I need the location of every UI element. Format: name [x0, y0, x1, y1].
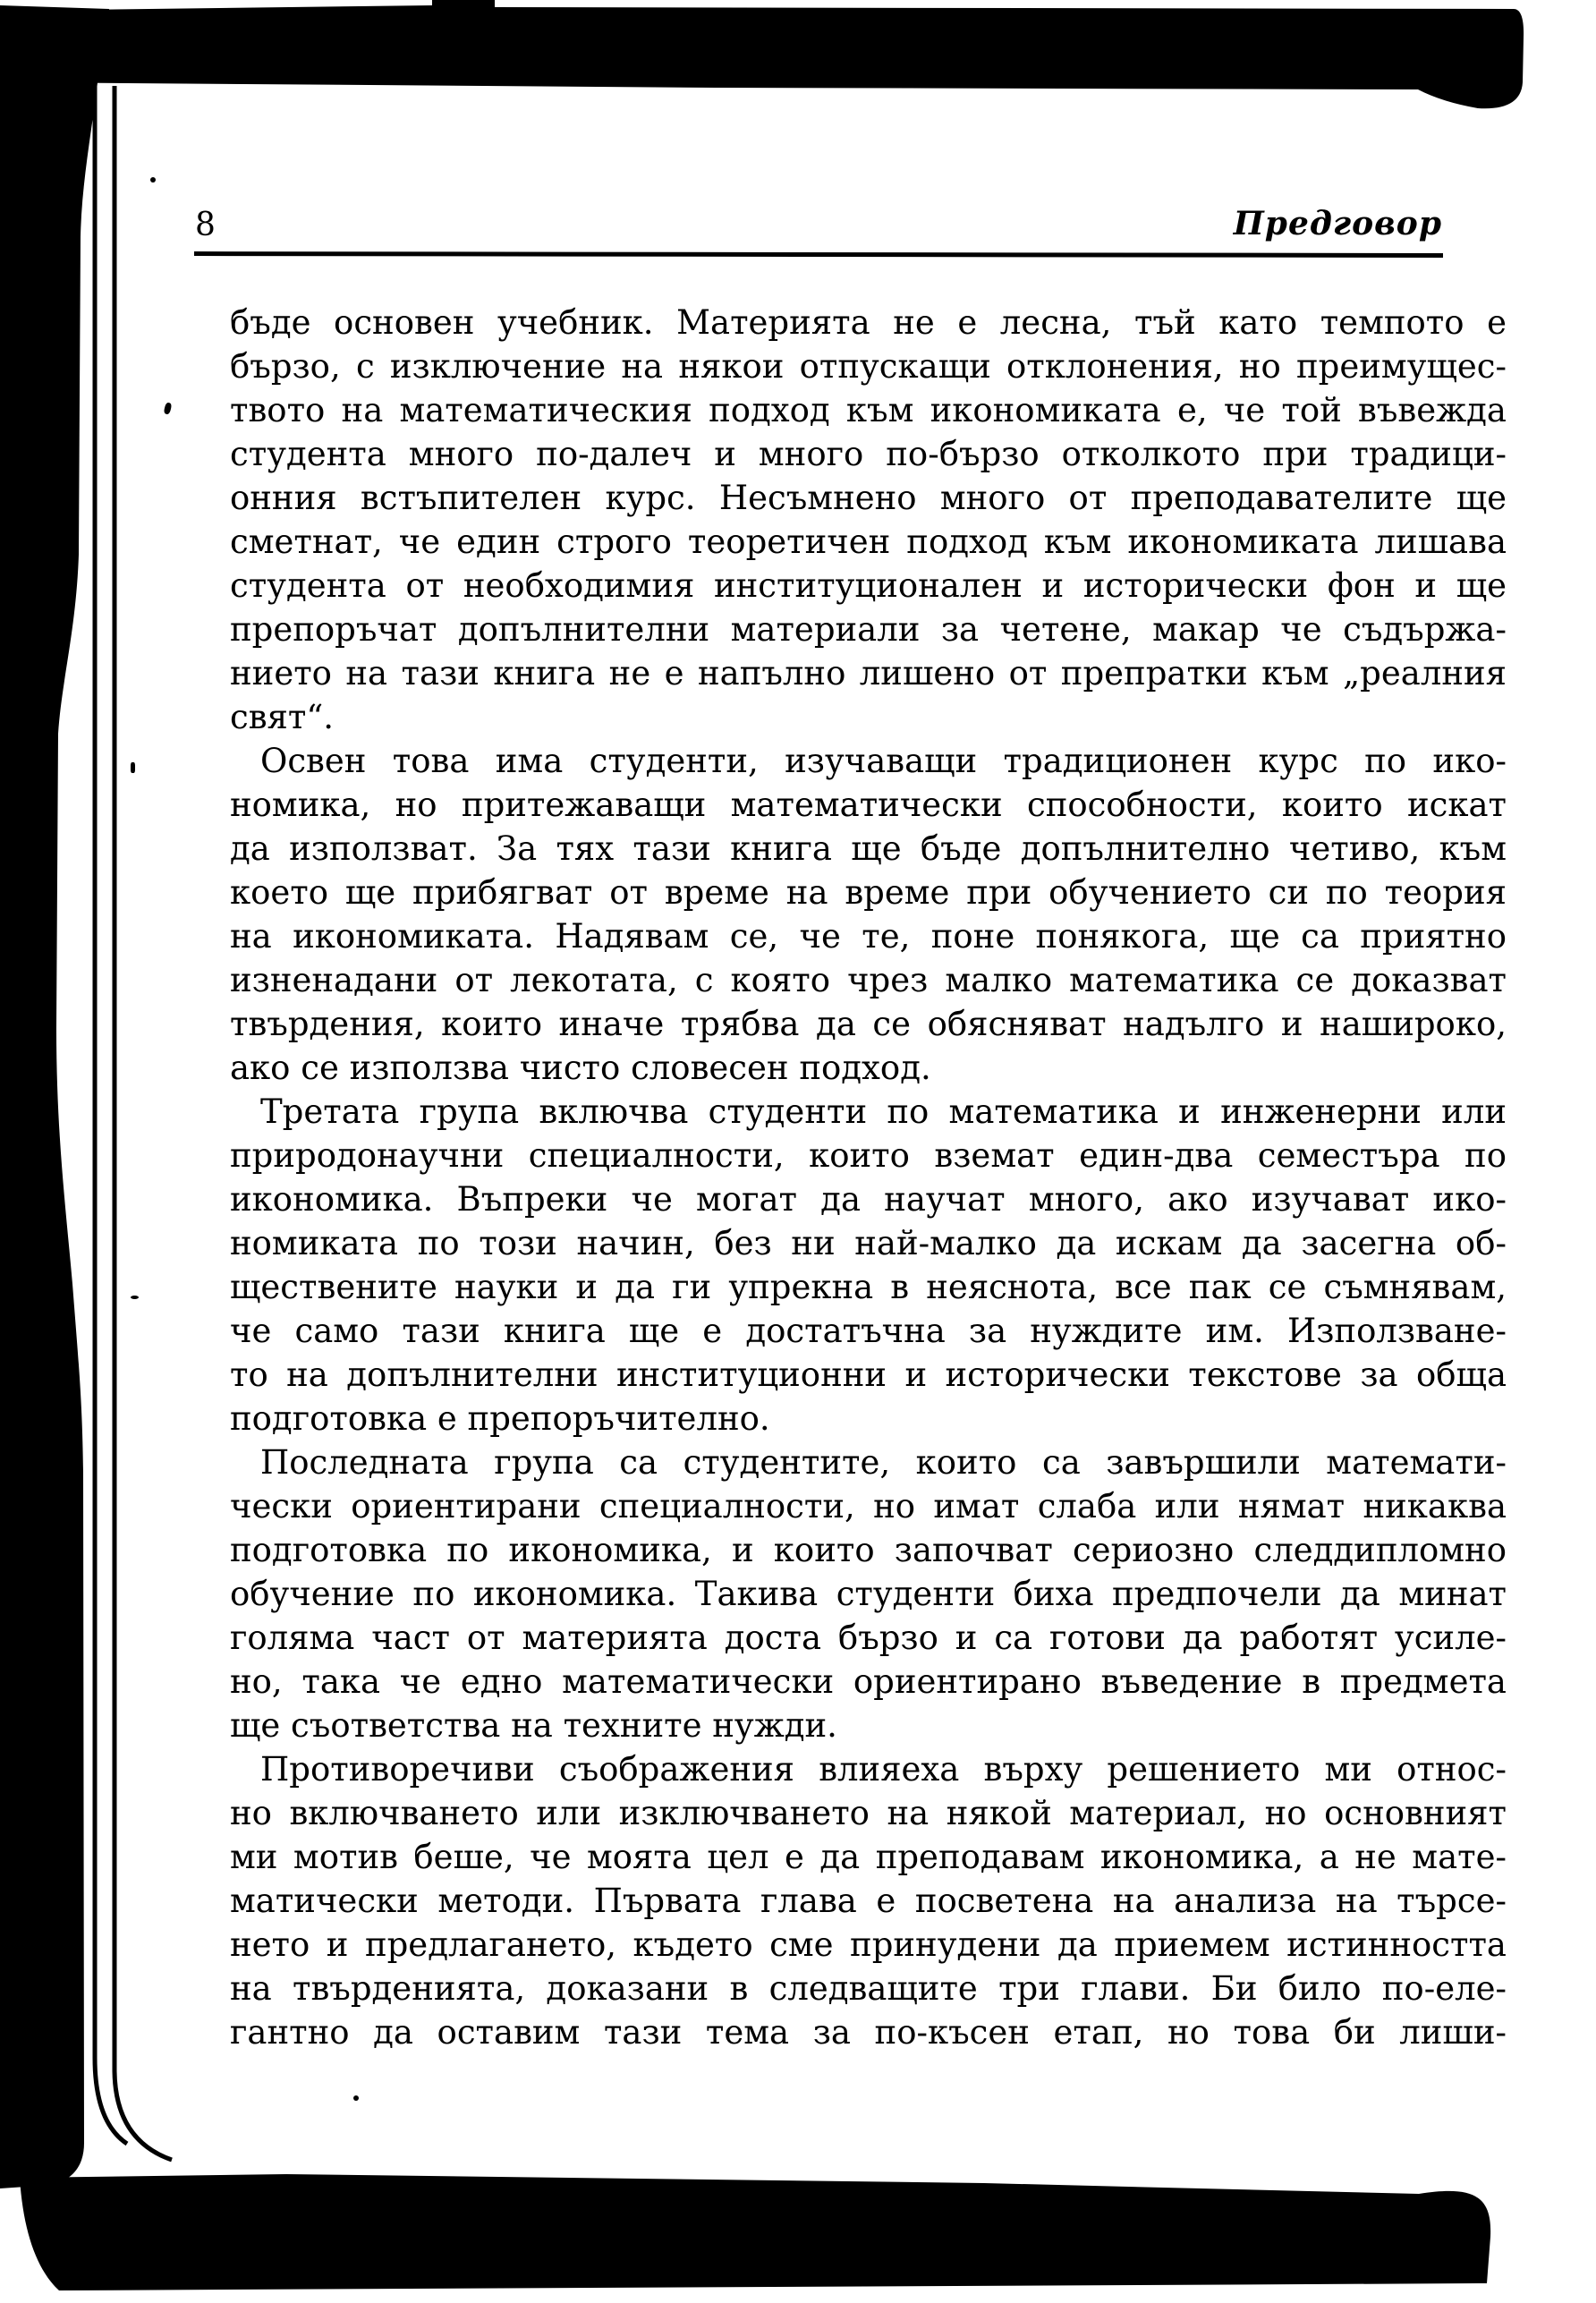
- text-line: подготовка е препоръчително.: [230, 1399, 770, 1438]
- text-line: ществените науки и да ги упрекна в неяснота, все пак се съмнявам,: [230, 1268, 1507, 1306]
- text-line: бързо, с изключение на някои отпускащи отклонения, но преимущес-: [230, 347, 1507, 386]
- text-line: номика, но притежаващи математически способности, които искат: [230, 786, 1507, 824]
- text-line: голяма част от материята доста бързо и са готови да работят усиле-: [230, 1619, 1507, 1657]
- text-line: твото на математическия подход към икономиката е, че той въвежда: [230, 391, 1507, 429]
- text-line: ще съответства на техните нужди.: [230, 1706, 837, 1745]
- scan-speck: [131, 1296, 139, 1299]
- text-line: ако се използва чисто словесен подход.: [230, 1049, 931, 1087]
- paragraph: [230, 1090, 1507, 1440]
- text-line: номиката по този начин, без ни най-малко да искам да засегна об-: [230, 1224, 1507, 1262]
- text-line: гантно да оставим тази тема за по-късен етап, но това би лиши-: [230, 2013, 1507, 2052]
- scan-speck: [353, 2095, 359, 2101]
- page-edge-line-outer: [95, 82, 127, 2144]
- scan-band-top: [13, 0, 1524, 108]
- text-line: препоръчат допълнителни материали за четене, макар че съдържа-: [230, 610, 1507, 649]
- text-line: но включването или изключването на някой материал, но основният: [230, 1794, 1507, 1832]
- text-line: подготовка по икономика, и които започват сериозно следдипломно: [230, 1531, 1507, 1569]
- text-line: Последната група са студентите, които са завършили математи-: [260, 1443, 1507, 1482]
- text-line: чески ориентирани специалности, но имат слаба или нямат никаква: [230, 1487, 1507, 1525]
- scan-speck: [131, 762, 135, 773]
- paragraph: [230, 739, 1507, 1090]
- text-line: че само тази книга ще е достатъчна за нуждите им. Използване-: [230, 1312, 1507, 1350]
- header-title: Предговор: [1233, 205, 1442, 242]
- scan-band-bottom: [20, 2174, 1490, 2290]
- text-line: но, така че едно математически ориентирано въведение в предмета: [230, 1662, 1507, 1701]
- paragraph: [230, 301, 1507, 739]
- text-line: на твърденията, доказани в следващите три глави. Би било по-еле-: [230, 1969, 1507, 2008]
- scan-band-left: [0, 5, 109, 2188]
- paragraph: [230, 1747, 1507, 2054]
- text-line: студента много по-далеч и много по-бързо отколкото при традици-: [230, 435, 1507, 473]
- page-edge-line-inner: [115, 86, 172, 2160]
- text-line: нето и предлагането, където сме принудени да приемем истинността: [230, 1925, 1507, 1964]
- text-line: изненадани от лекотата, с която чрез малко математика се доказват: [230, 961, 1507, 999]
- page-number: 8: [195, 207, 216, 243]
- text-line: то на допълнителни институционни и исторически текстове за обща: [230, 1355, 1507, 1394]
- text-line: Третата група включва студенти по математика и инженерни или: [260, 1092, 1507, 1131]
- text-line: свят“.: [230, 698, 335, 736]
- text-line: матически методи. Първата глава е посветена на анализа на търсе-: [230, 1882, 1507, 1920]
- text-line: студента от необходимия институционален и исторически фон и ще: [230, 566, 1507, 605]
- text-line: на икономиката. Надявам се, че те, поне понякога, ще са приятно: [230, 917, 1507, 956]
- text-line: икономика. Въпреки че могат да научат много, ако изучават ико-: [230, 1180, 1507, 1219]
- scan-speck: [164, 402, 173, 414]
- text-line: твърдения, които иначе трябва да се обясняват надълго и нашироко,: [230, 1005, 1507, 1043]
- text-line: онния встъпителен курс. Несъмнено много от преподавателите ще: [230, 479, 1507, 517]
- text-line: природонаучни специалности, които вземат един-два семестъра по: [230, 1136, 1507, 1175]
- text-line: ми мотив беше, че моята цел е да преподавам икономика, а не мате-: [230, 1838, 1507, 1876]
- text-line: сметнат, че един строго теоретичен подход към икономиката лишава: [230, 523, 1507, 561]
- text-line: Противоречиви съображения влияеха върху решението ми относ-: [260, 1750, 1507, 1789]
- text-line: което ще прибягват от време на време при обучението си по теория: [230, 873, 1507, 912]
- text-block: [230, 301, 1507, 2054]
- text-line: Освен това има студенти, изучаващи традиционен курс по ико-: [260, 742, 1507, 780]
- text-line: да използват. За тях тази книга ще бъде допълнително четиво, към: [230, 829, 1507, 868]
- paragraph: [230, 1440, 1507, 1747]
- text-line: обучение по икономика. Такива студенти биха предпочели да минат: [230, 1575, 1507, 1613]
- header-rule: [194, 251, 1443, 258]
- text-line: нието на тази книга не е напълно лишено от препратки към „реалния: [230, 654, 1507, 693]
- scan-speck: [150, 177, 156, 183]
- text-line: бъде основен учебник. Материята не е лесна, тъй като темпото е: [230, 303, 1507, 342]
